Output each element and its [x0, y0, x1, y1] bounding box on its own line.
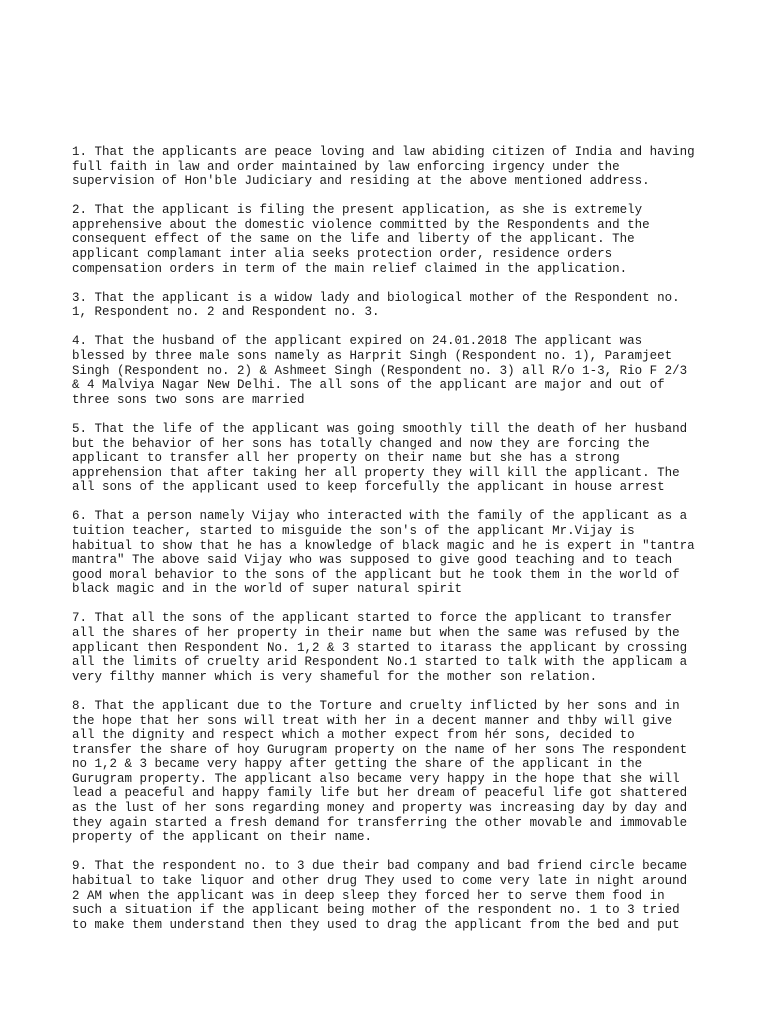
paragraph-3: [72, 291, 712, 320]
document-body: [72, 145, 712, 947]
text-line: 1, Respondent no. 2 and Respondent no. 3.: [72, 305, 380, 320]
text-line: good moral behavior to the sons of the applicant but he took them in the world of: [72, 567, 680, 582]
text-line: transfer the share of hoy Gurugram property on the name of her sons The respondent: [72, 742, 688, 757]
text-line: compensation orders in term of the main relief claimed in the application.: [72, 261, 628, 276]
text-line: Singh (Respondent no. 2) & Ashmeet Singh (Respondent no. 3) all R/o 1-3, Rio F 2/3: [72, 363, 688, 378]
text-line: 1. That the applicants are peace loving and law abiding citizen of India and having: [72, 145, 695, 159]
text-line: lead a peaceful and happy family life but her dream of peaceful life got shattered: [72, 786, 688, 801]
text-line: habitual to take liquor and other drug They used to come very late in night around: [72, 873, 688, 888]
paragraph-1: [72, 145, 712, 189]
text-line: as the lust of her sons regarding money and property was increasing day by day and: [72, 801, 688, 816]
paragraph-5: [72, 422, 712, 495]
text-line: consequent effect of the same on the life and liberty of the applicant. The: [72, 232, 635, 247]
text-line: no 1,2 & 3 became very happy after getting the share of the applicant in the: [72, 757, 643, 772]
text-line: apprehension that after taking her all property they will kill the applicant. The: [72, 465, 680, 480]
text-line: 2 AM when the applicant was in deep sleep they forced her to serve them food in: [72, 888, 665, 903]
text-line: all sons of the applicant used to keep forcefully the applicant in house arrest: [72, 480, 665, 495]
text-line: such a situation if the applicant being mother of the respondent no. 1 to 3 tried: [72, 903, 680, 918]
text-line: black magic and in the world of super natural spirit: [72, 582, 463, 597]
paragraph-7: [72, 611, 712, 684]
paragraph-4: [72, 334, 712, 407]
text-line: 2. That the applicant is filing the present application, as she is extremely: [72, 203, 643, 218]
text-line: mantra" The above said Vijay who was supposed to give good teaching and to teach: [72, 553, 673, 568]
text-line: 5. That the life of the applicant was going smoothly till the death of her husband: [72, 421, 688, 436]
text-line: the hope that her sons will treat with her in a decent manner and thby will give: [72, 713, 673, 728]
text-line: 9. That the respondent no. to 3 due their bad company and bad friend circle became: [72, 859, 688, 874]
text-line: all the dignity and respect which a mother expect from hér sons, decided to: [72, 728, 635, 743]
text-line: very filthy manner which is very shameful for the mother son relation.: [72, 669, 598, 684]
text-line: all the limits of cruelty arid Respondent No.1 started to talk with the applicam a: [72, 655, 688, 670]
text-line: full faith in law and order maintained by law enforcing irgency under the: [72, 159, 620, 174]
paragraph-2: [72, 203, 712, 276]
text-line: 7. That all the sons of the applicant started to force the applicant to transfer: [72, 611, 673, 626]
text-line: Gurugram property. The applicant also became very happy in the hope that she will: [72, 771, 680, 786]
paragraph-8: [72, 699, 712, 845]
text-line: supervision of Hon'ble Judiciary and residing at the above mentioned address.: [72, 174, 650, 189]
text-line: blessed by three male sons namely as Harprit Singh (Respondent no. 1), Paramjeet: [72, 349, 673, 364]
text-line: but the behavior of her sons has totally changed and now they are forcing the: [72, 436, 650, 451]
text-line: three sons two sons are married: [72, 392, 305, 407]
paragraph-9: [72, 859, 712, 932]
text-line: all the shares of her property in their name but when the same was refused by the: [72, 626, 680, 641]
text-line: habitual to show that he has a knowledge of black magic and he is expert in "tantra: [72, 538, 695, 553]
text-line: property of the applicant on their name.: [72, 830, 373, 845]
text-line: 8. That the applicant due to the Torture and cruelty inflicted by her sons and in: [72, 698, 680, 713]
text-line: 3. That the applicant is a widow lady and biological mother of the Respondent no.: [72, 290, 680, 305]
text-line: applicant to transfer all her property on their name but she has a strong: [72, 451, 620, 466]
text-line: applicant complamant inter alia seeks protection order, residence orders: [72, 247, 613, 262]
text-line: to make them understand then they used to drag the applicant from the bed and put: [72, 917, 680, 932]
paragraph-6: [72, 509, 712, 597]
text-line: tuition teacher, started to misguide the son's of the applicant Mr.Vijay is: [72, 523, 635, 538]
text-line: applicant then Respondent No. 1,2 & 3 started to itarass the applicant by crossing: [72, 640, 688, 655]
text-line: they again started a fresh demand for transferring the other movable and immovable: [72, 815, 688, 830]
text-line: 6. That a person namely Vijay who interacted with the family of the applicant as a: [72, 509, 688, 524]
text-line: & 4 Malviya Nagar New Delhi. The all sons of the applicant are major and out of: [72, 378, 665, 393]
text-line: apprehensive about the domestic violence committed by the Respondents and the: [72, 217, 650, 232]
text-line: 4. That the husband of the applicant expired on 24.01.2018 The applicant was: [72, 334, 643, 349]
